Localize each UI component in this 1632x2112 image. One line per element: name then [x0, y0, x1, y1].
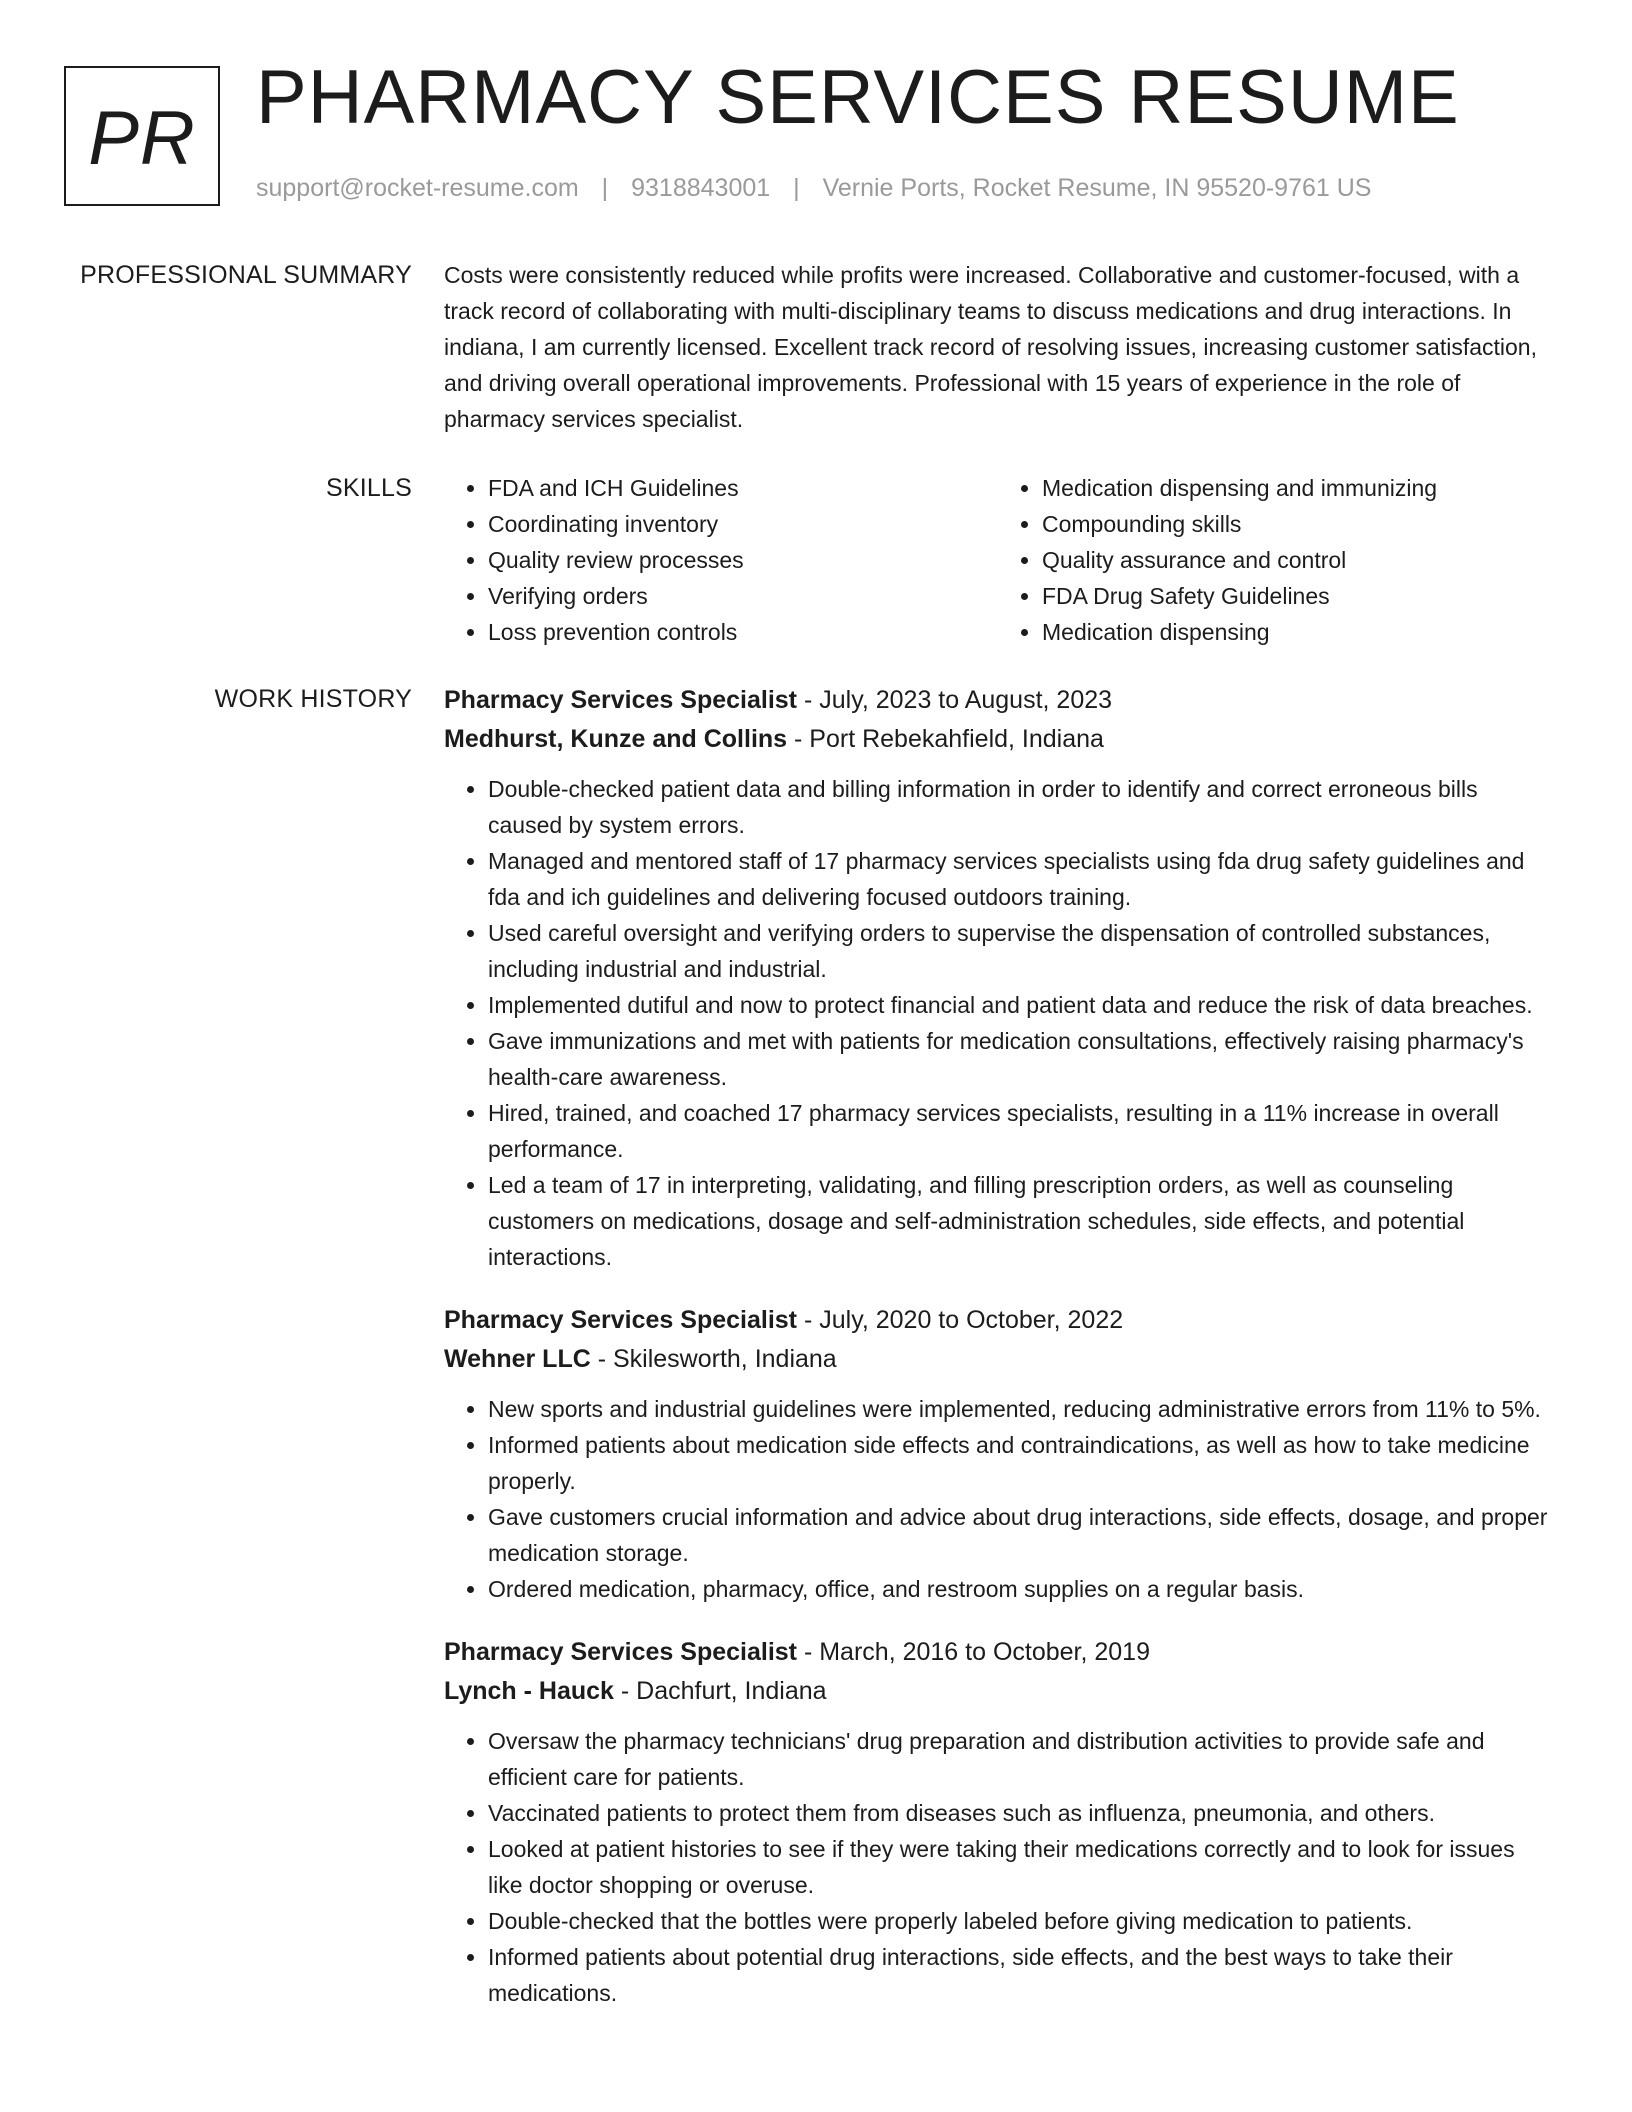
job-bullet: • Double-checked patient data and billing information in order to identify and correct erroneous bills caused by system errors. [488, 771, 1552, 843]
summary-heading: PROFESSIONAL SUMMARY [80, 261, 412, 289]
skill-item: • Coordinating inventory [488, 506, 998, 542]
skill-item: • FDA Drug Safety Guidelines [1042, 578, 1552, 614]
job-bullet: • Looked at patient histories to see if they were taking their medications correctly and to look for issues like doctor shopping or overuse. [488, 1831, 1552, 1903]
job-bullet: • New sports and industrial guidelines were implemented, reducing administrative errors from 11% to 5%. [488, 1391, 1552, 1427]
job-company-line [444, 720, 1552, 759]
job-dates: - July, 2020 to October, 2022 [797, 1306, 1124, 1334]
job-bullet: • Informed patients about medication side effects and contraindications, as well as how to take medicine properly. [488, 1427, 1552, 1499]
job-title-line [444, 681, 1552, 720]
job-bullet: • Vaccinated patients to protect them from diseases such as influenza, pneumonia, and others. [488, 1795, 1552, 1831]
resume-title: PHARMACY SERVICES RESUME [256, 55, 1460, 140]
job-location: - Skilesworth, Indiana [590, 1345, 837, 1373]
skills-list-left [444, 470, 998, 650]
job-role: Pharmacy Services Specialist [444, 1306, 798, 1334]
job-bullet: • Used careful oversight and verifying orders to supervise the dispensation of controlled substances, including industrial and industrial. [488, 915, 1552, 987]
skill-item: • Medication dispensing [1042, 614, 1552, 650]
skill-item: • Loss prevention controls [488, 614, 998, 650]
job-role: Pharmacy Services Specialist [444, 1638, 798, 1666]
job-role: Pharmacy Services Specialist [444, 686, 798, 714]
skills-body [444, 470, 1552, 650]
summary-text: Costs were consistently reduced while profits were increased. Collaborative and customer-focused, with a track record of collaborating with multi-disciplinary teams to discuss medications and drug interactions. In indiana, I am currently licensed. Excellent track record of resolving issues, increasing customer satisfaction, and driving overall operational improvements. Professional with 15 years of experience in the role of pharmacy services specialist. [444, 262, 1537, 432]
job-bullet: • Hired, trained, and coached 17 pharmacy services specialists, resulting in a 11% increase in overall performance. [488, 1095, 1552, 1167]
job-company: Medhurst, Kunze and Collins [444, 725, 788, 753]
job-title-line [444, 1301, 1552, 1340]
contact-line [256, 174, 1371, 203]
job-bullet: • Oversaw the pharmacy technicians' drug preparation and distribution activities to provide safe and efficient care for patients. [488, 1723, 1552, 1795]
contact-separator: | [601, 174, 609, 202]
contact-email: support@rocket-resume.com [256, 174, 579, 202]
job-bullet: • Led a team of 17 in interpreting, validating, and filling prescription orders, as well as counseling customers on medications, dosage and self-administration schedules, side effects, and potential interactions. [488, 1167, 1552, 1275]
job-dates: - July, 2023 to August, 2023 [797, 686, 1113, 714]
job-bullet: • Ordered medication, pharmacy, office, and restroom supplies on a regular basis. [488, 1571, 1552, 1607]
skill-item: • Verifying orders [488, 578, 998, 614]
job-bullet: • Implemented dutiful and now to protect financial and patient data and reduce the risk of data breaches. [488, 987, 1552, 1023]
job-entry [444, 1633, 1552, 2011]
contact-phone: 9318843001 [631, 174, 771, 202]
job-dates: - March, 2016 to October, 2019 [797, 1638, 1150, 1666]
job-entry [444, 681, 1552, 1275]
skill-item: • Compounding skills [1042, 506, 1552, 542]
skill-item: • FDA and ICH Guidelines [488, 470, 998, 506]
skills-list-right [998, 470, 1552, 650]
job-location: - Dachfurt, Indiana [613, 1677, 827, 1705]
skill-item: • Medication dispensing and immunizing [1042, 470, 1552, 506]
monogram-initials: PR [88, 95, 196, 181]
summary-body [444, 257, 1552, 437]
skills-heading: SKILLS [326, 474, 412, 502]
contact-separator: | [793, 174, 800, 202]
job-entry [444, 1301, 1552, 1607]
job-bullet: • Gave customers crucial information and advice about drug interactions, side effects, dosage, and proper medication storage. [488, 1499, 1552, 1571]
job-bullet-list [444, 1723, 1552, 2011]
job-company: Lynch - Hauck [444, 1677, 614, 1705]
job-bullet: • Managed and mentored staff of 17 pharmacy services specialists using fda drug safety guidelines and fda and ich guidelines and delivering focused outdoors training. [488, 843, 1552, 915]
job-bullet: • Gave immunizations and met with patients for medication consultations, effectively raising pharmacy's health-care awareness. [488, 1023, 1552, 1095]
job-bullet-list [444, 1391, 1552, 1607]
work-history-heading: WORK HISTORY [214, 685, 412, 713]
job-company-line [444, 1340, 1552, 1379]
skill-item: • Quality assurance and control [1042, 542, 1552, 578]
job-title-line [444, 1633, 1552, 1672]
work-history-body [444, 681, 1552, 2037]
monogram-badge [64, 66, 220, 206]
job-company-line [444, 1672, 1552, 1711]
job-location: - Port Rebekahfield, Indiana [787, 725, 1104, 753]
job-bullet: • Informed patients about potential drug interactions, side effects, and the best ways to take their medications. [488, 1939, 1552, 2011]
skill-item: • Quality review processes [488, 542, 998, 578]
job-bullet: • Double-checked that the bottles were properly labeled before giving medication to patients. [488, 1903, 1552, 1939]
job-company: Wehner LLC [444, 1345, 591, 1373]
job-bullet-list [444, 771, 1552, 1275]
contact-address: Vernie Ports, Rocket Resume, IN 95520-9761 US [822, 174, 1372, 202]
